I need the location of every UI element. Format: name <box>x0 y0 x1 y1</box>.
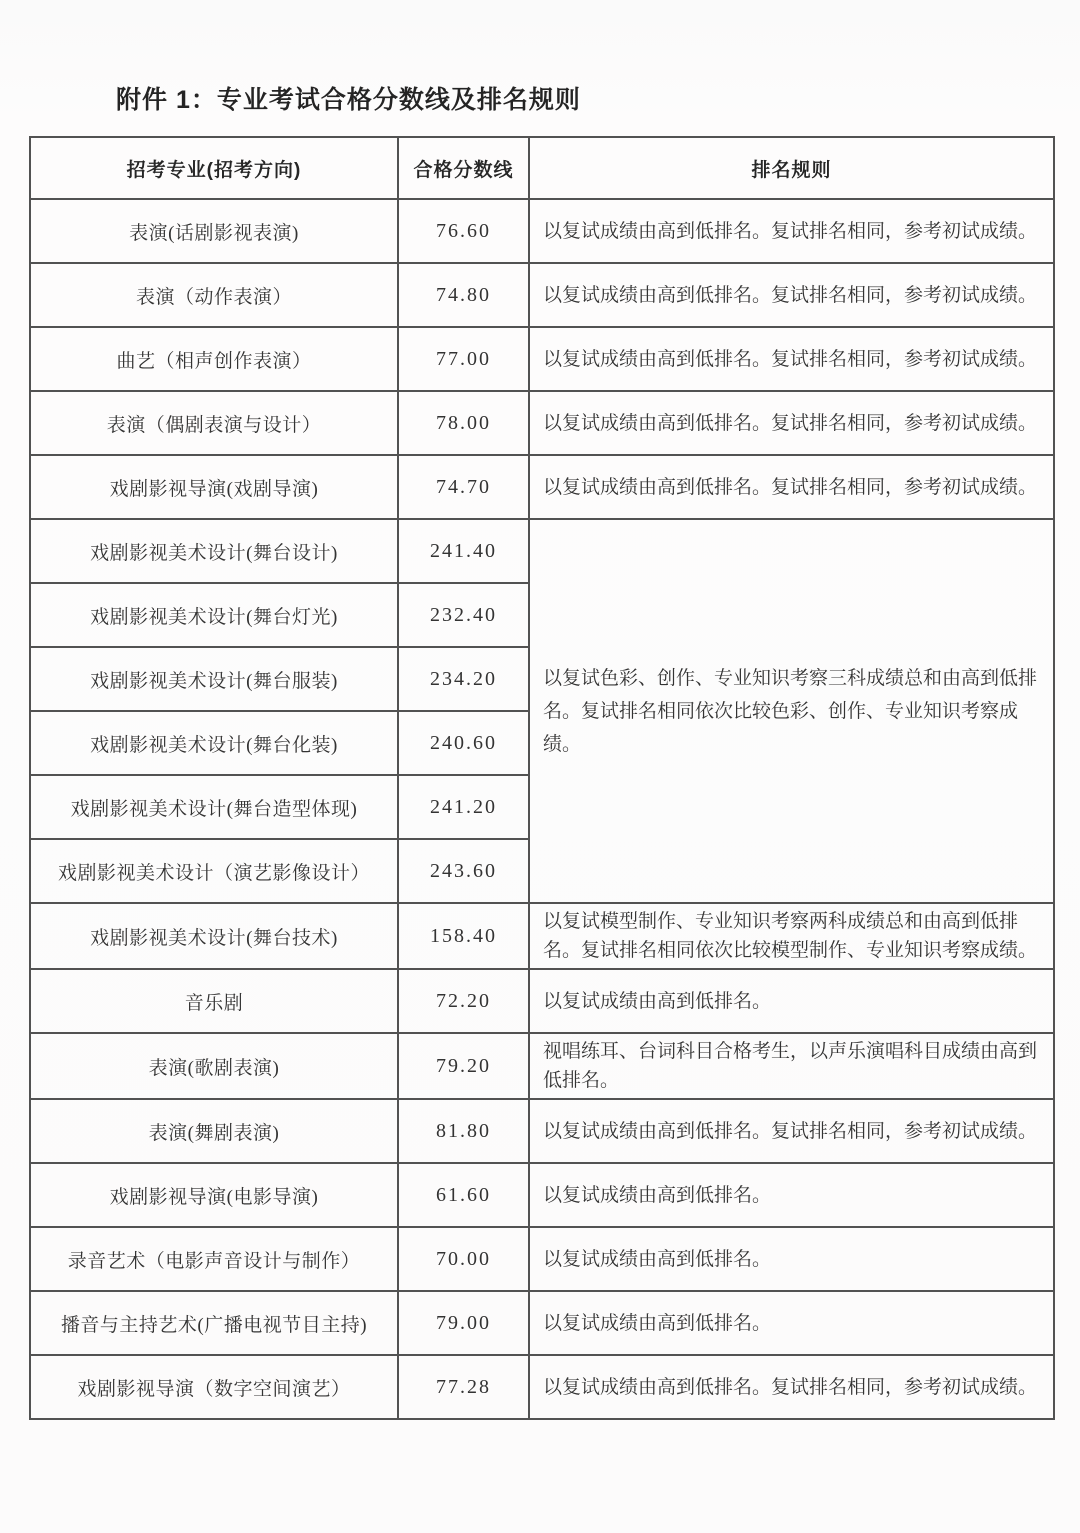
table-row <box>30 327 1054 391</box>
rule-cell: 以复试成绩由高到低排名。 <box>529 1291 1054 1355</box>
score-cell: 77.00 <box>398 327 529 391</box>
rule-cell-merged: 以复试色彩、创作、专业知识考察三科成绩总和由高到低排名。复试排名相同依次比较色彩、创作、专业知识考察成绩。 <box>529 519 1054 903</box>
col-header-major: 招考专业(招考方向) <box>30 137 398 199</box>
major-cell: 戏剧影视美术设计(舞台服装) <box>30 647 398 711</box>
major-cell: 戏剧影视美术设计(舞台灯光) <box>30 583 398 647</box>
score-cell: 61.60 <box>398 1163 529 1227</box>
score-cell: 234.20 <box>398 647 529 711</box>
rule-cell: 以复试成绩由高到低排名。 <box>529 1227 1054 1291</box>
rule-cell: 以复试成绩由高到低排名。 <box>529 969 1054 1033</box>
rule-cell: 以复试成绩由高到低排名。复试排名相同，参考初试成绩。 <box>529 1099 1054 1163</box>
major-cell: 戏剧影视美术设计（演艺影像设计） <box>30 839 398 903</box>
table-row <box>30 1227 1054 1291</box>
major-cell: 表演（偶剧表演与设计） <box>30 391 398 455</box>
score-cell: 241.20 <box>398 775 529 839</box>
major-cell: 音乐剧 <box>30 969 398 1033</box>
major-cell: 戏剧影视美术设计(舞台造型体现) <box>30 775 398 839</box>
major-cell: 曲艺（相声创作表演） <box>30 327 398 391</box>
rule-cell: 以复试成绩由高到低排名。复试排名相同，参考初试成绩。 <box>529 327 1054 391</box>
score-cell: 74.80 <box>398 263 529 327</box>
score-cell: 158.40 <box>398 903 529 969</box>
score-cell: 77.28 <box>398 1355 529 1419</box>
rule-cell: 以复试成绩由高到低排名。复试排名相同，参考初试成绩。 <box>529 1355 1054 1419</box>
table-row <box>30 903 1054 969</box>
rule-cell: 以复试成绩由高到低排名。复试排名相同，参考初试成绩。 <box>529 391 1054 455</box>
table-row <box>30 519 1054 583</box>
score-cell: 79.00 <box>398 1291 529 1355</box>
score-cell: 74.70 <box>398 455 529 519</box>
score-table <box>29 136 1055 1420</box>
score-cell: 81.80 <box>398 1099 529 1163</box>
header-row <box>30 137 1054 199</box>
major-cell: 戏剧影视美术设计(舞台化装) <box>30 711 398 775</box>
major-cell: 录音艺术（电影声音设计与制作） <box>30 1227 398 1291</box>
rule-cell: 以复试成绩由高到低排名。 <box>529 1163 1054 1227</box>
rule-cell: 视唱练耳、台词科目合格考生，以声乐演唱科目成绩由高到低排名。 <box>529 1033 1054 1099</box>
score-cell: 72.20 <box>398 969 529 1033</box>
major-cell: 戏剧影视美术设计(舞台技术) <box>30 903 398 969</box>
major-cell: 戏剧影视导演(戏剧导演) <box>30 455 398 519</box>
col-header-rule: 排名规则 <box>529 137 1054 199</box>
major-cell: 戏剧影视导演（数字空间演艺） <box>30 1355 398 1419</box>
table-row <box>30 199 1054 263</box>
score-cell: 243.60 <box>398 839 529 903</box>
score-cell: 78.00 <box>398 391 529 455</box>
score-cell: 70.00 <box>398 1227 529 1291</box>
table-row <box>30 391 1054 455</box>
table-row <box>30 1291 1054 1355</box>
score-cell: 241.40 <box>398 519 529 583</box>
table-row <box>30 1163 1054 1227</box>
table-row <box>30 1099 1054 1163</box>
score-cell: 232.40 <box>398 583 529 647</box>
table-row <box>30 1033 1054 1099</box>
major-cell: 表演（动作表演） <box>30 263 398 327</box>
major-cell: 表演(话剧影视表演) <box>30 199 398 263</box>
major-cell: 戏剧影视导演(电影导演) <box>30 1163 398 1227</box>
rule-cell: 以复试模型制作、专业知识考察两科成绩总和由高到低排名。复试排名相同依次比较模型制作、专业知识考察成绩。 <box>529 903 1054 969</box>
table-row <box>30 263 1054 327</box>
major-cell: 表演(歌剧表演) <box>30 1033 398 1099</box>
table-row <box>30 969 1054 1033</box>
table-row <box>30 1355 1054 1419</box>
table-row <box>30 455 1054 519</box>
major-cell: 戏剧影视美术设计(舞台设计) <box>30 519 398 583</box>
major-cell: 表演(舞剧表演) <box>30 1099 398 1163</box>
score-cell: 79.20 <box>398 1033 529 1099</box>
major-cell: 播音与主持艺术(广播电视节目主持) <box>30 1291 398 1355</box>
rule-cell: 以复试成绩由高到低排名。复试排名相同，参考初试成绩。 <box>529 455 1054 519</box>
rule-cell: 以复试成绩由高到低排名。复试排名相同，参考初试成绩。 <box>529 199 1054 263</box>
score-cell: 240.60 <box>398 711 529 775</box>
col-header-score: 合格分数线 <box>398 137 529 199</box>
score-cell: 76.60 <box>398 199 529 263</box>
rule-cell: 以复试成绩由高到低排名。复试排名相同，参考初试成绩。 <box>529 263 1054 327</box>
page-title: 附件 1：专业考试合格分数线及排名规则 <box>116 86 581 114</box>
